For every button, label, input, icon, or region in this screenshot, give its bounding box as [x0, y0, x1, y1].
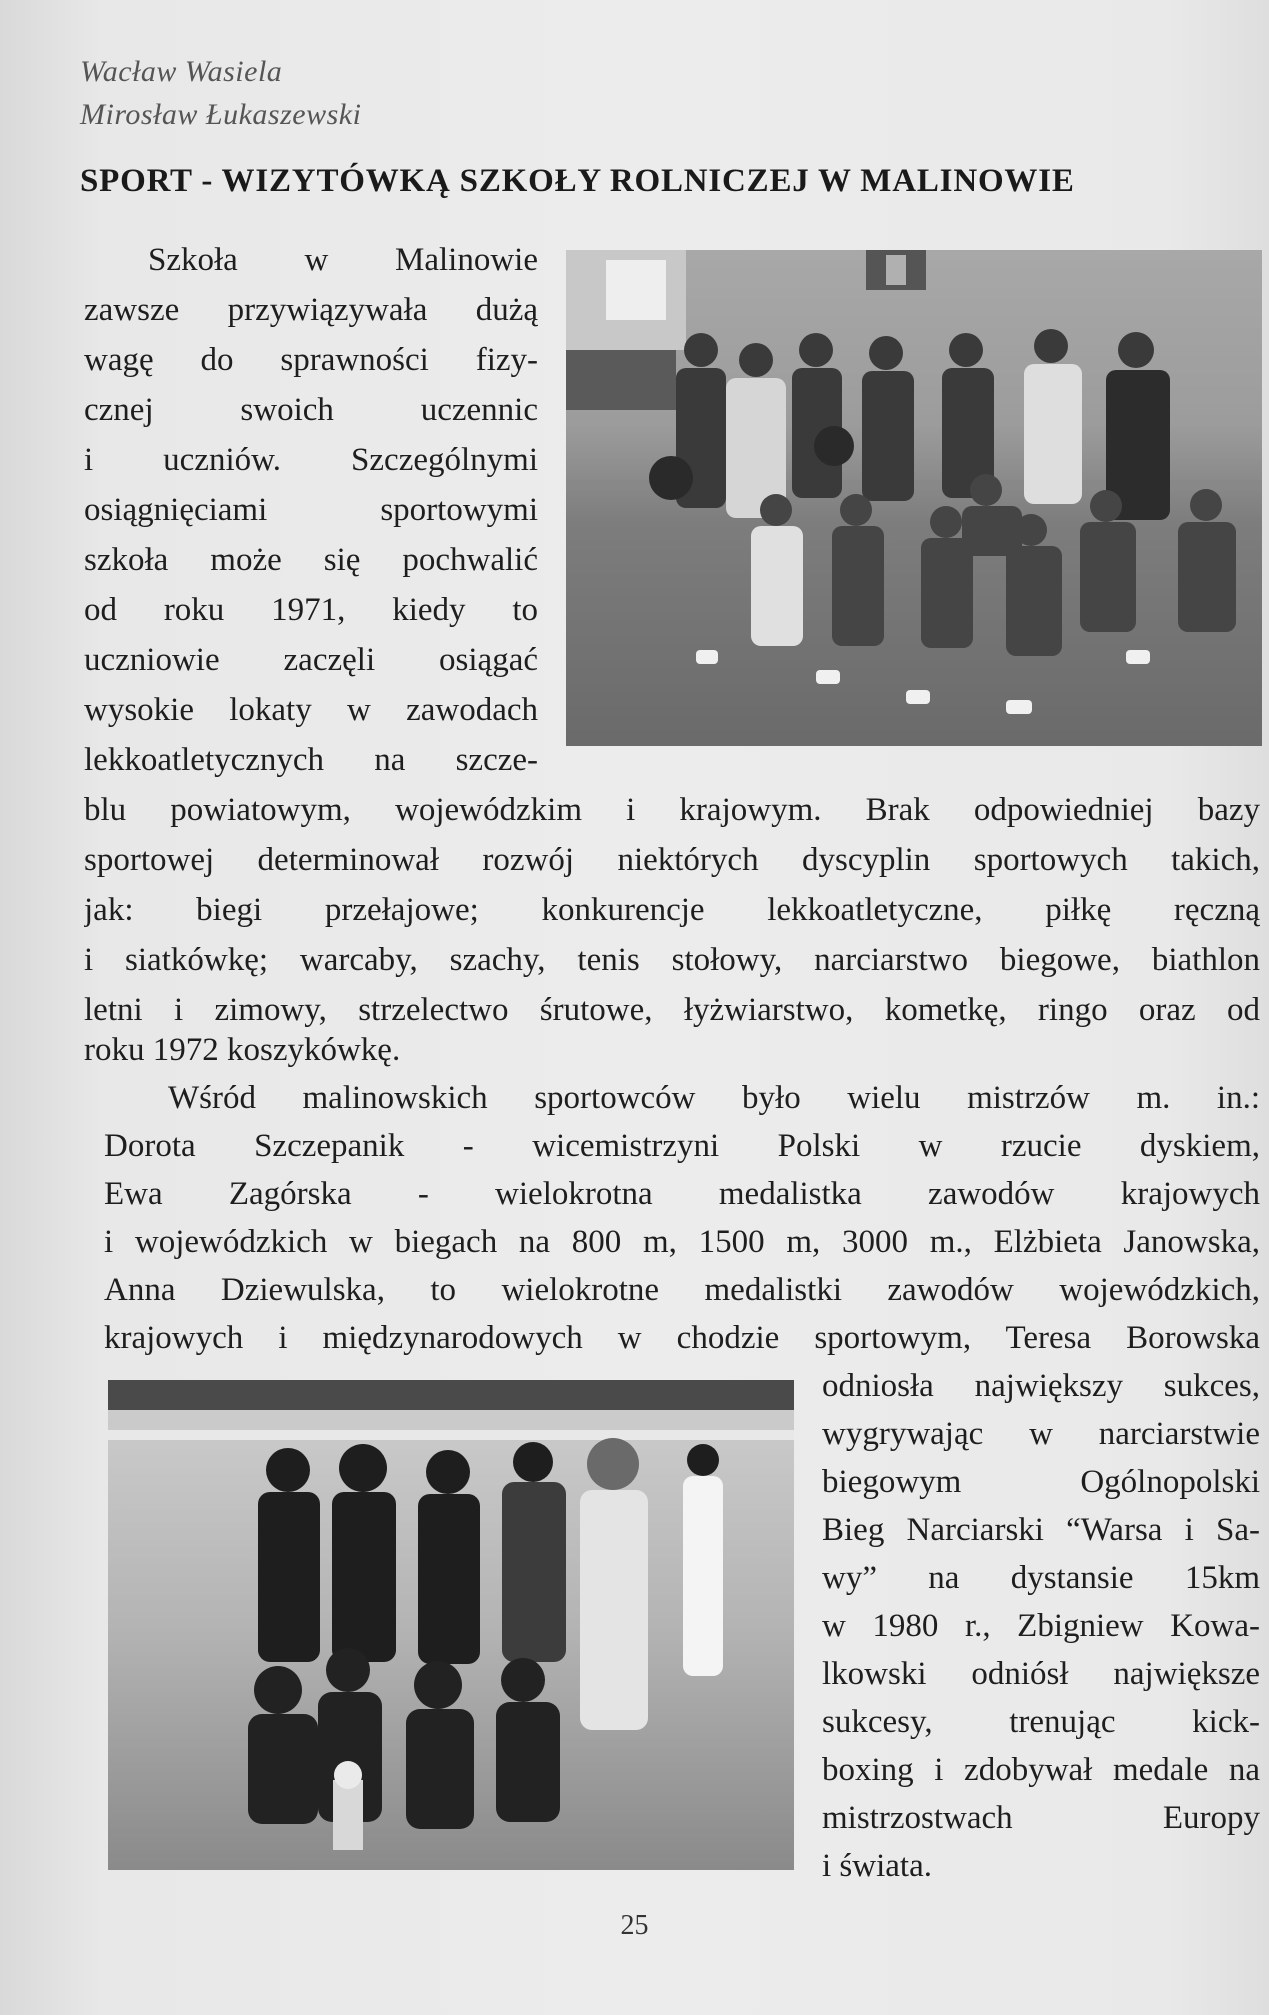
text-line: wy” na dystansie 15km [822, 1560, 1260, 1596]
text-line: odniosła największy sukces, [822, 1368, 1260, 1404]
page-number: 25 [620, 1910, 649, 1941]
text-line: wysokie lokaty w zawodach [84, 692, 538, 728]
text-line: Anna Dziewulska, to wielokrotne medalistki zawodów wojewódzkich, [104, 1272, 1260, 1308]
text-line: lkowski odniósł największe [822, 1656, 1260, 1692]
text-line: Wśród malinowskich sportowców było wielu mistrzów m. in.: [168, 1080, 1260, 1116]
text-line: boxing i zdobywał medale na [822, 1752, 1260, 1788]
text-line: Bieg Narciarski “Warsa i Sa- [822, 1512, 1260, 1548]
text-line: mistrzostwach Europy [822, 1800, 1260, 1836]
text-line: letni i zimowy, strzelectwo śrutowe, łyżwiarstwo, kometkę, ringo oraz od [84, 992, 1260, 1028]
text-line: uczniowie zaczęli osiągać [84, 642, 538, 678]
author-name-2: Mirosław Łukaszewski [80, 98, 362, 131]
text-line: i wojewódzkich w biegach na 800 m, 1500 m, 3000 m., Elżbieta Janowska, [104, 1224, 1260, 1260]
author-name-1: Wacław Wasiela [80, 55, 283, 88]
team-photo-medalists [108, 1380, 794, 1870]
text-line: Dorota Szczepanik - wicemistrzyni Polski w rzucie dyskiem, [104, 1128, 1260, 1164]
article-title: SPORT - WIZYTÓWKĄ SZKOŁY ROLNICZEJ W MALINOWIE [80, 163, 1075, 199]
text-line: sukcesy, trenując kick- [822, 1704, 1260, 1740]
text-line: w 1980 r., Zbigniew Kowa- [822, 1608, 1260, 1644]
text-line: blu powiatowym, wojewódzkim i krajowym. Brak odpowiedniej bazy [84, 792, 1260, 828]
text-line: jak: biegi przełajowe; konkurencje lekkoatletyczne, piłkę ręczną [84, 892, 1260, 928]
text-line: Ewa Zagórska - wielokrotna medalistka zawodów krajowych [104, 1176, 1260, 1212]
text-line: i siatkówkę; warcaby, szachy, tenis stołowy, narciarstwo biegowe, biathlon [84, 942, 1260, 978]
text-line: wygrywając w narciarstwie [822, 1416, 1260, 1452]
text-line: od roku 1971, kiedy to [84, 592, 538, 628]
text-line: i uczniów. Szczególnymi [84, 442, 538, 478]
text-line: biegowym Ogólnopolski [822, 1464, 1260, 1500]
text-line: i świata. [822, 1848, 932, 1884]
text-line: cznej swoich uczennic [84, 392, 538, 428]
text-line: roku 1972 koszykówkę. [84, 1032, 401, 1068]
team-photo-gym [566, 250, 1262, 746]
text-line: szkoła może się pochwalić [84, 542, 538, 578]
text-line: wagę do sprawności fizy- [84, 342, 538, 378]
text-line: osiągnięciami sportowymi [84, 492, 538, 528]
text-line: sportowej determinował rozwój niektórych dyscyplin sportowych takich, [84, 842, 1260, 878]
text-line: krajowych i międzynarodowych w chodzie sportowym, Teresa Borowska [104, 1320, 1260, 1356]
text-line: lekkoatletycznych na szcze- [84, 742, 538, 778]
text-line: Szkoła w Malinowie [148, 242, 538, 278]
text-line: zawsze przywiązywała dużą [84, 292, 538, 328]
